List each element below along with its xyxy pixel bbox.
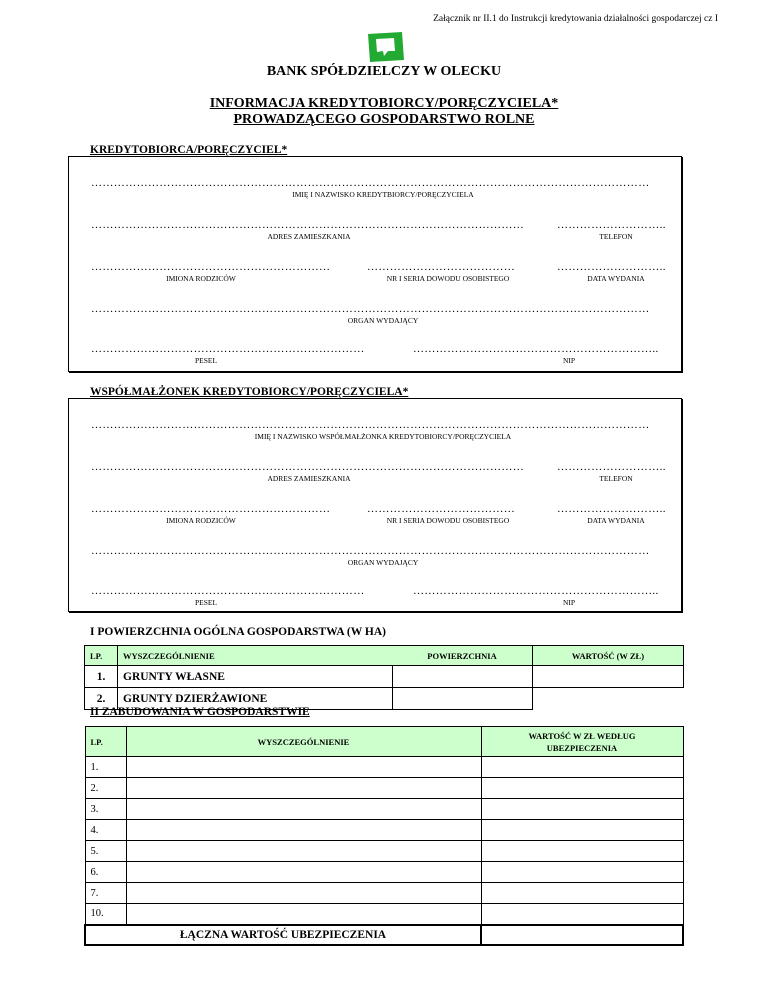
id-field[interactable]: ………………………………… (367, 261, 516, 273)
buildings-value-cell[interactable] (481, 799, 683, 820)
land-row-empty-cell (533, 688, 684, 710)
spouse-nip-label: NIP (562, 598, 576, 607)
buildings-desc-cell[interactable] (126, 904, 481, 925)
spouse-nip-field[interactable]: ……………………………………………………….. (413, 585, 659, 597)
nip-label: NIP (562, 356, 576, 365)
bank-logo-icon (364, 30, 406, 64)
land-table (84, 645, 684, 710)
buildings-desc-cell[interactable] (126, 841, 481, 862)
table-row (85, 820, 683, 841)
spouse-authority-label: ORGAN WYDAJĄCY (347, 558, 419, 567)
section1-box (68, 156, 682, 372)
buildings-desc-cell[interactable] (126, 820, 481, 841)
id-label: NR I SERIA DOWODU OSOBISTEGO (386, 274, 510, 283)
table-row (85, 666, 684, 688)
section2-title: WSPÓŁMAŁŻONEK KREDYTOBIORCY/PORĘCZYCIELA* (90, 386, 409, 398)
pesel-field[interactable]: ……………………………………………………………… (91, 343, 365, 355)
form-title-line1: INFORMACJA KREDYTOBIORCY/PORĘCZYCIELA* (209, 96, 559, 111)
land-col-value: WARTOŚĆ (W ZŁ) (533, 646, 684, 666)
buildings-col-value-line2: UBEZPIECZENIA (546, 742, 618, 753)
table-row (85, 904, 683, 925)
buildings-row-lp: 4. (85, 820, 126, 841)
land-row-area-cell[interactable] (392, 666, 533, 688)
land-row-area-cell[interactable] (392, 688, 533, 710)
land-section-title: I POWIERZCHNIA OGÓLNA GOSPODARSTWA (W HA) (90, 626, 386, 638)
buildings-col-lp: LP. (85, 727, 126, 757)
land-col-lp: LP. (85, 646, 118, 666)
buildings-col-value (481, 727, 683, 757)
spouse-pesel-field[interactable]: ……………………………………………………………… (91, 585, 365, 597)
section1-title: KREDYTOBIORCA/PORĘCZYCIEL* (90, 144, 288, 156)
spouse-address-label: ADRES ZAMIESZKANIA (267, 474, 351, 483)
table-row (85, 778, 683, 799)
spouse-date-label: DATA WYDANIA (587, 516, 645, 525)
spouse-date-field[interactable]: ……………………….. (557, 503, 666, 515)
buildings-row-lp: 7. (85, 883, 126, 904)
form-title (0, 96, 768, 128)
buildings-row-lp: 3. (85, 799, 126, 820)
spouse-authority-field[interactable]: ………………………………………………………………………………………………………………………………… (91, 545, 650, 557)
spouse-address-field[interactable]: …………………………………………………………………………………………………… (91, 461, 525, 473)
form-title-line2: PROWADZĄCEGO GOSPODARSTWO ROLNE (233, 112, 535, 127)
buildings-desc-cell[interactable] (126, 778, 481, 799)
spouse-name-field[interactable]: ………………………………………………………………………………………………………………………………… (91, 419, 650, 431)
name-label: IMIĘ I NAZWISKO KREDYTBIORCY/PORĘCZYCIELA (292, 190, 474, 199)
spouse-name-label: IMIĘ I NAZWISKO WSPÓŁMAŁŻONKA KREDYTOBIORCY/PORĘCZYCIELA (254, 432, 512, 441)
buildings-value-cell[interactable] (481, 841, 683, 862)
phone-label: TELEFON (599, 232, 633, 241)
buildings-value-cell[interactable] (481, 820, 683, 841)
land-row-lp: 1. (85, 666, 118, 688)
bank-name: BANK SPÓŁDZIELCZY W OLECKU (266, 64, 502, 79)
phone-field[interactable]: ……………………….. (557, 219, 666, 231)
spouse-id-label: NR I SERIA DOWODU OSOBISTEGO (386, 516, 510, 525)
buildings-row-lp: 6. (85, 862, 126, 883)
buildings-row-lp: 5. (85, 841, 126, 862)
spouse-phone-field[interactable]: ……………………….. (557, 461, 666, 473)
buildings-col-value-line1: WARTOŚĆ W ZŁ WEDŁUG (528, 730, 636, 741)
buildings-row-lp: 10. (85, 904, 126, 925)
nip-field[interactable]: ……………………………………………………….. (413, 343, 659, 355)
spouse-id-field[interactable]: ………………………………… (367, 503, 516, 515)
buildings-value-cell[interactable] (481, 883, 683, 904)
buildings-desc-cell[interactable] (126, 757, 481, 778)
name-field[interactable]: ………………………………………………………………………………………………………………………………… (91, 177, 650, 189)
spouse-pesel-label: PESEL (194, 598, 218, 607)
spouse-parents-field[interactable]: ……………………………………………………… (91, 503, 331, 515)
date-field[interactable]: ……………………….. (557, 261, 666, 273)
authority-field[interactable]: ………………………………………………………………………………………………………………………………… (91, 303, 650, 315)
buildings-row-lp: 2. (85, 778, 126, 799)
buildings-row-lp: 1. (85, 757, 126, 778)
buildings-desc-cell[interactable] (126, 799, 481, 820)
buildings-value-cell[interactable] (481, 904, 683, 925)
total-label: ŁĄCZNA WARTOŚĆ UBEZPIECZENIA (85, 925, 481, 945)
table-row (85, 841, 683, 862)
table-row (85, 799, 683, 820)
land-col-desc: WYSZCZEGÓLNIENIE (118, 646, 393, 666)
table-row (85, 862, 683, 883)
buildings-col-desc: WYSZCZEGÓLNIENIE (126, 727, 481, 757)
buildings-value-cell[interactable] (481, 757, 683, 778)
buildings-table (84, 726, 684, 946)
land-row-value-cell[interactable] (533, 666, 684, 688)
parents-label: IMIONA RODZICÓW (166, 274, 236, 283)
address-label: ADRES ZAMIESZKANIA (267, 232, 351, 241)
buildings-value-cell[interactable] (481, 778, 683, 799)
spouse-parents-label: IMIONA RODZICÓW (166, 516, 236, 525)
spouse-phone-label: TELEFON (599, 474, 633, 483)
land-row-desc: GRUNTY DZIERŻAWIONE (118, 688, 393, 710)
table-row (85, 883, 683, 904)
buildings-desc-cell[interactable] (126, 862, 481, 883)
buildings-desc-cell[interactable] (126, 883, 481, 904)
section2-box (68, 398, 682, 612)
header-note: Załącznik nr II.1 do Instrukcji kredytowania działalności gospodarczej cz I (433, 14, 718, 24)
table-row (85, 757, 683, 778)
land-row-lp: 2. (85, 688, 118, 710)
date-label: DATA WYDANIA (587, 274, 645, 283)
address-field[interactable]: …………………………………………………………………………………………………… (91, 219, 525, 231)
authority-label: ORGAN WYDAJĄCY (347, 316, 419, 325)
land-col-area: POWIERZCHNIA (392, 646, 533, 666)
pesel-label: PESEL (194, 356, 218, 365)
total-value-cell[interactable] (481, 925, 683, 945)
land-row-desc: GRUNTY WŁASNE (118, 666, 393, 688)
buildings-value-cell[interactable] (481, 862, 683, 883)
parents-field[interactable]: ……………………………………………………… (91, 261, 331, 273)
buildings-section-title: II ZABUDOWANIA W GOSPODARSTWIE (90, 706, 310, 718)
